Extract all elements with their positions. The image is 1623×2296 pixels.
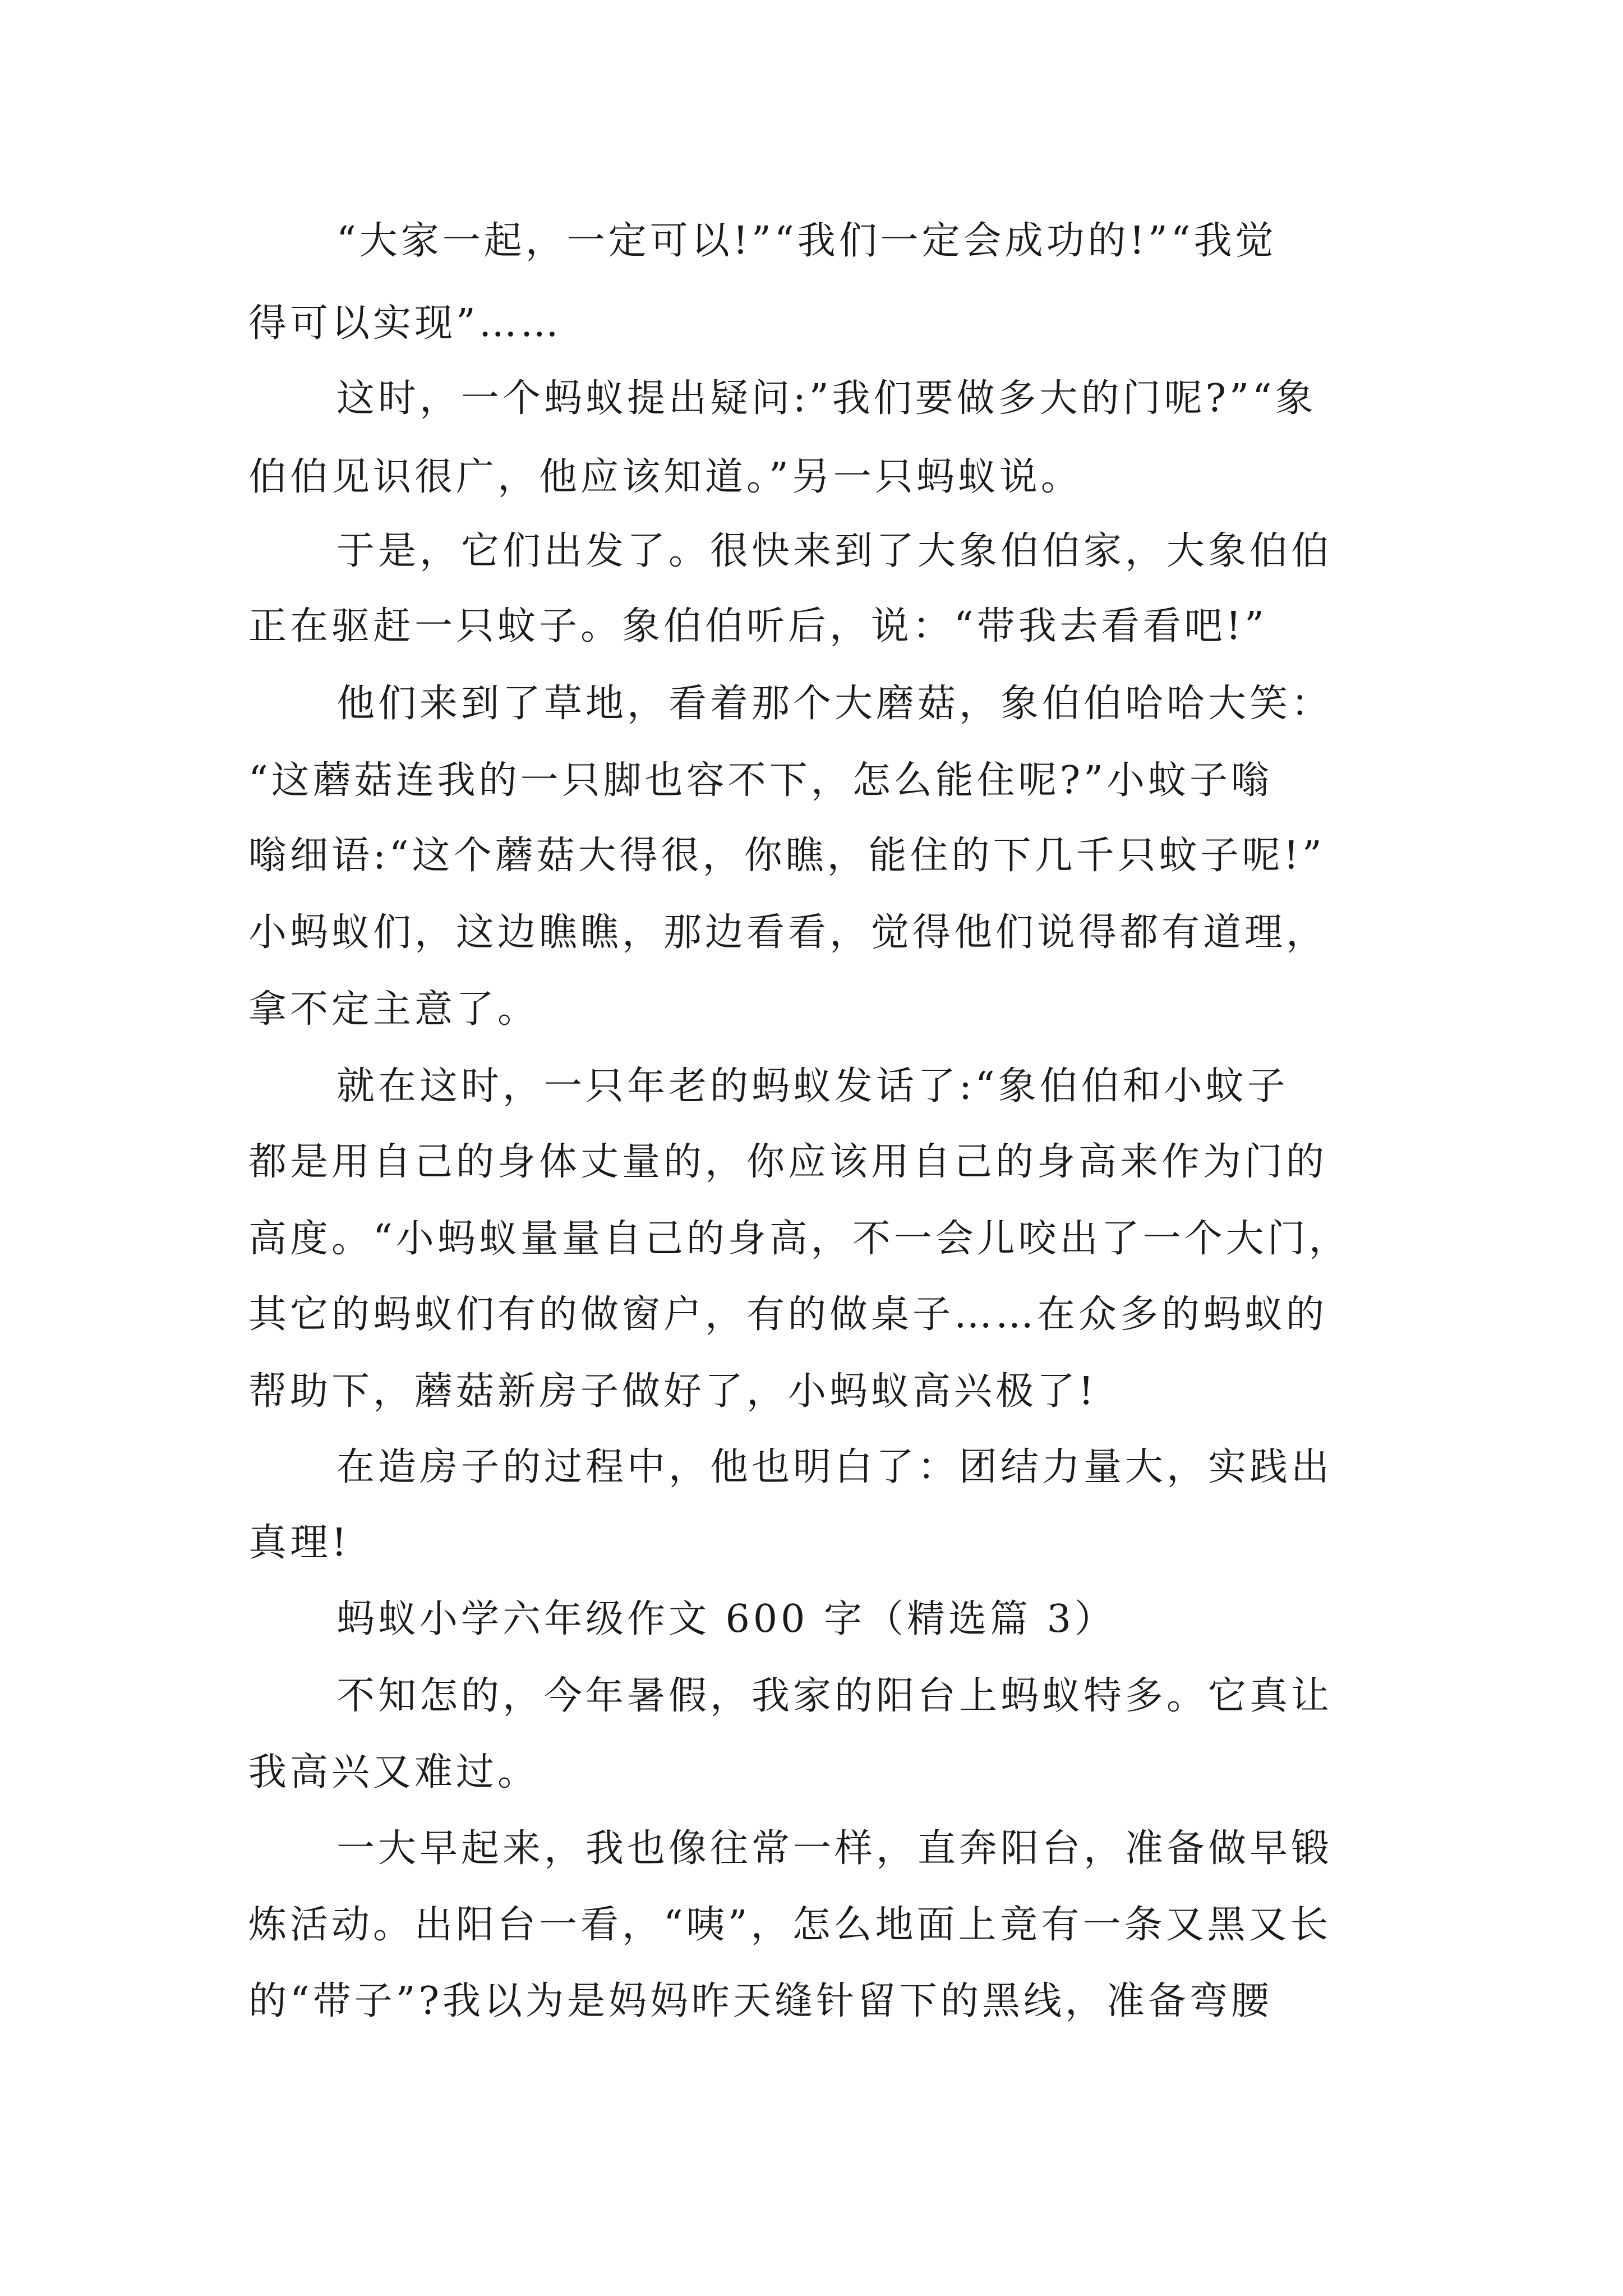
text-line: 炼活动。出阳台一看，“咦”，怎么地面上竟有一条又黑又长 (248, 1903, 1332, 1947)
text-line: “大家一起，一定可以!”“我们一定会成功的!”“我觉 (336, 219, 1277, 263)
text-line: 得可以实现”…… (248, 301, 562, 346)
text-line: 高度。“小蚂蚁量量自己的身高，不一会儿咬出了一个大门， (248, 1217, 1350, 1261)
text-line: 真理! (248, 1521, 351, 1565)
text-line: 的“带子”?我以为是妈妈昨天缝针留下的黑线，准备弯腰 (248, 1979, 1272, 2023)
text-line: 其它的蚂蚁们有的做窗户，有的做桌子……在众多的蚂蚁的 (248, 1292, 1328, 1337)
text-line: 正在驱赶一只蚊子。象伯伯听后，说：“带我去看看吧!” (248, 604, 1267, 648)
text-line: “这蘑菇连我的一只脚也容不下，怎么能住呢?”小蚊子嗡 (248, 758, 1272, 803)
text-line: 嗡细语:“这个蘑菇大得很，你瞧，能住的下几千只蚊子呢!” (248, 834, 1325, 878)
text-line: 拿不定主意了。 (248, 987, 540, 1032)
text-line: 都是用自己的身体丈量的，你应该用自己的身高来作为门的 (248, 1140, 1328, 1184)
text-line: 这时，一个蚂蚁提出疑问:”我们要做多大的门呢?”“象 (336, 376, 1317, 421)
text-line: 于是，它们出发了。很快来到了大象伯伯家，大象伯伯 (336, 529, 1333, 573)
text-line: 我高兴又难过。 (248, 1750, 540, 1795)
text-line: 小蚂蚁们，这边瞧瞧，那边看看，觉得他们说得都有道理， (248, 910, 1328, 955)
text-line: 不知怎的，今年暑假，我家的阳台上蚂蚁特多。它真让 (336, 1674, 1333, 1718)
text-line: 帮助下，蘑菇新房子做好了，小蚂蚁高兴极了! (248, 1369, 1098, 1414)
text-line: 在造房子的过程中，他也明白了：团结力量大，实践出 (336, 1445, 1333, 1489)
text-line: 伯伯见识很广，他应该知道。”另一只蚂蚁说。 (248, 455, 1082, 499)
section-heading: 蚂蚁小学六年级作文 600 字（精选篇 3） (336, 1597, 1116, 1641)
text-line: 他们来到了草地，看着那个大磨菇，象伯伯哈哈大笑： (336, 682, 1333, 726)
text-line: 一大早起来，我也像往常一样，直奔阳台，准备做早锻 (336, 1826, 1333, 1871)
text-line: 就在这时，一只年老的蚂蚁发话了:“象伯伯和小蚊子 (336, 1064, 1289, 1108)
